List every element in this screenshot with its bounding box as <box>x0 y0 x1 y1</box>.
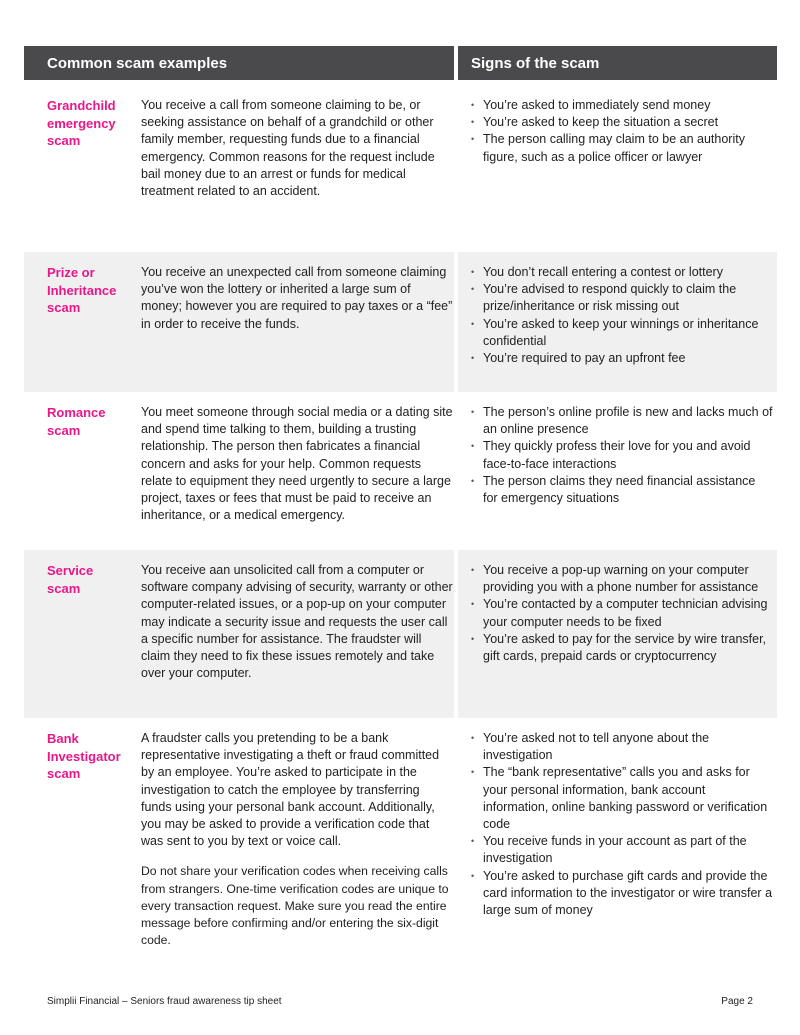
description-paragraph: You receive an unexpected call from someone claiming you’ve won the lottery or inherited a large sum of money; however you are required to pay taxes or a “fee” in order to receive the funds. <box>141 265 453 331</box>
row-romance-scam <box>24 392 777 550</box>
sign-item: • The person claims they need financial assistance for emergency situations <box>470 473 773 507</box>
scam-example-cell <box>24 85 454 252</box>
scam-description <box>141 264 453 380</box>
sign-item: • You’re asked to purchase gift cards and provide the card information to the investigator or wire transfer a large sum of money <box>470 868 773 920</box>
signs-cell <box>458 550 777 718</box>
sign-item: • The “bank representative” calls you and asks for your personal information, bank account information, online banking password or verification code <box>470 764 773 833</box>
sign-item: • You’re asked to keep your winnings or inheritance confidential <box>470 316 773 350</box>
verification-code-warning: Do not share your verification codes when receiving calls from strangers. One-time verification codes are unique to every transaction request. Make sure you read the entire message before confirming and/or entering the six-digit code. <box>141 864 449 948</box>
signs-list <box>470 404 773 507</box>
scam-description <box>141 730 453 966</box>
sign-item: • You’re asked to immediately send money <box>470 97 773 114</box>
sign-item: • You’re required to pay an upfront fee <box>470 350 773 367</box>
table-header <box>24 46 777 80</box>
row-prize-inheritance-scam <box>24 252 777 392</box>
scam-example-cell <box>24 550 454 718</box>
signs-list <box>470 730 773 919</box>
scam-table <box>24 46 777 978</box>
description-paragraph: You receive aan unsolicited call from a computer or software company advising of security, warranty or other computer-related issues, or a pop-up on your computer may indicate a security issue and requests the user call a specific number for assistance. The fraudster will claim they need to fix these issues remotely and take over your computer. <box>141 563 453 681</box>
scam-name: Romance scam <box>47 405 106 438</box>
signs-cell <box>458 252 777 392</box>
scam-description <box>141 404 453 538</box>
scam-description <box>141 562 453 706</box>
scam-name: Service scam <box>47 563 94 596</box>
signs-cell <box>458 85 777 252</box>
scam-example-cell <box>24 252 454 392</box>
description-paragraph: A fraudster calls you pretending to be a bank representative investigating a theft or fraud committed by an employee. You’re asked to participate in the investigation to catch the employee by transferring funds using your personal bank account. Additionally, you may be asked to provide a verification code that was sent to you by text or voice call. <box>141 731 440 849</box>
sign-item: • You’re contacted by a computer technician advising your computer needs to be fixed <box>470 596 773 630</box>
scam-name: Bank Investigator scam <box>47 731 121 781</box>
footer-document-title: Simplii Financial – Seniors fraud awareness tip sheet <box>47 996 282 1007</box>
signs-cell <box>458 392 777 550</box>
scam-name: Grandchild emergency scam <box>47 98 116 148</box>
sign-item: • You receive a pop-up warning on your computer providing you with a phone number for assistance <box>470 562 773 596</box>
scam-description <box>141 97 453 240</box>
row-service-scam <box>24 550 777 718</box>
signs-list <box>470 97 773 166</box>
scam-name: Prize or Inheritance scam <box>47 265 117 315</box>
row-bank-investigator-scam <box>24 718 777 978</box>
page-footer <box>47 996 753 1007</box>
header-signs-of-scam: Signs of the scam <box>458 46 777 80</box>
sign-item: • The person calling may claim to be an authority figure, such as a police officer or lawyer <box>470 131 773 165</box>
signs-list <box>470 562 773 665</box>
scam-example-cell <box>24 392 454 550</box>
description-paragraph: You meet someone through social media or a dating site and spend time talking to them, building a trusting relationship. The person then fabricates a financial concern and asks for your help. Common requests relate to equipment they need urgently to secure a large project, taxes or fees that must be paid to receive an inheritance, or a medical emergency. <box>141 405 453 523</box>
signs-cell <box>458 718 777 978</box>
scam-example-cell <box>24 718 454 978</box>
page-number: Page 2 <box>721 996 753 1007</box>
sign-item: • You’re asked to keep the situation a secret <box>470 114 773 131</box>
header-common-scam-examples: Common scam examples <box>24 46 454 80</box>
sign-item: • You don’t recall entering a contest or lottery <box>470 264 773 281</box>
sign-item: • You receive funds in your account as part of the investigation <box>470 833 773 867</box>
sign-item: • They quickly profess their love for you and avoid face-to-face interactions <box>470 438 773 472</box>
row-grandchild-scam <box>24 85 777 252</box>
description-paragraph: You receive a call from someone claiming to be, or seeking assistance on behalf of a grandchild or other family member, requesting funds due to a financial emergency. Common reasons for the request include bail money due to an arrest or funds for medical treatment related to an accident. <box>141 98 435 199</box>
sign-item: • You’re advised to respond quickly to claim the prize/inheritance or risk missing out <box>470 281 773 315</box>
sign-item: • You’re asked to pay for the service by wire transfer, gift cards, prepaid cards or cryptocurrency <box>470 631 773 665</box>
signs-list <box>470 264 773 367</box>
sign-item: • The person’s online profile is new and lacks much of an online presence <box>470 404 773 438</box>
sign-item: • You’re asked not to tell anyone about the investigation <box>470 730 773 764</box>
